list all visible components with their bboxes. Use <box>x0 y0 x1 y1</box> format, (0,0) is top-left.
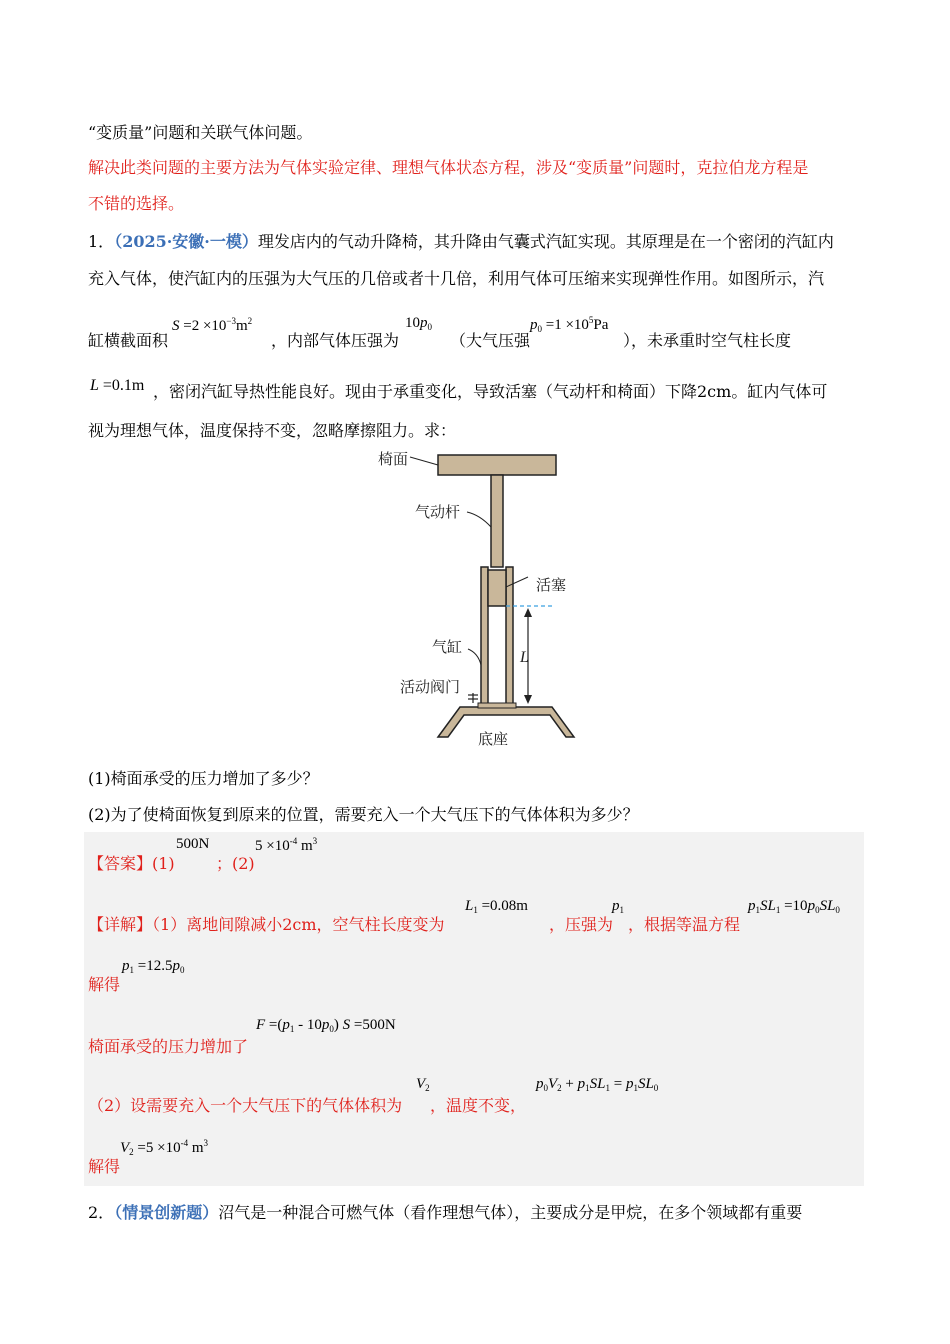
intro-text: “变质量”问题和关联气体问题。 <box>88 123 313 142</box>
detail-line1 <box>88 912 445 935</box>
formula-force: $F =(p_1 - 10p_0)$ S =500N <box>256 1017 396 1034</box>
solve-label-2: 解得 <box>88 1157 121 1176</box>
formula-length: L =0.1m <box>90 377 145 394</box>
formula-V2-result: $V_2 =5 \times 10^{-4}$ $m^3$ <box>120 1138 209 1157</box>
arrow-head-down <box>524 695 532 704</box>
formula-L1: $L_1 =0.08m$ <box>465 898 528 915</box>
label-base: 底座 <box>478 730 509 748</box>
text-segment: ，根据等温方程 <box>628 915 741 934</box>
formula-p1-result: $p_1 =12.5p_0$ <box>122 958 185 975</box>
question-text: 沼气是一种混合可燃气体（看作理想气体），主要成分是甲烷，在多个领域都有重要 <box>218 1203 803 1222</box>
answer-1-value: 500N <box>176 836 210 852</box>
method-note-line2: 不错的选择。 <box>88 194 185 213</box>
detail-line2: （2）设需要充入一个大气压下的气体体积为 <box>88 1096 403 1115</box>
question-2-line1 <box>88 1200 802 1223</box>
arrow-head-up <box>524 608 532 617</box>
question-1-line5: 视为理想气体，温度保持不变，忽略摩擦阻力。求： <box>88 421 457 440</box>
answer-panel <box>84 832 864 1186</box>
text-segment: ，压强为 <box>549 915 614 934</box>
sub-question-2: (2)为了使椅面恢复到原来的位置，需要充入一个大气压下的气体体积为多少？ <box>88 805 639 824</box>
formula-V2: $V_2$ <box>416 1076 430 1093</box>
question-1-line1 <box>88 229 834 252</box>
seat-diagram <box>370 445 610 750</box>
question-1-line2: 充入气体，使汽缸内的压强为大气压的几倍或者十几倍，利用气体可压缩来实现弹性作用。如图所示，汽 <box>88 269 825 288</box>
question-source: （2025·安徽·一模） <box>114 232 258 251</box>
formula-mass-balance: $p_0V_2 + p_1SL_1 = p_1SL_0$ <box>536 1076 659 1093</box>
label-valve: 活动阀门 <box>400 678 461 696</box>
text-segment: （1）离地间隙减小2cm，空气柱长度变为 <box>152 915 445 934</box>
formula-inner-pressure: $10p_0$ <box>405 315 432 332</box>
solve-label-1: 解得 <box>88 975 121 994</box>
formula-p1: $p_1$ <box>612 898 624 915</box>
question-number: 1． <box>88 232 115 251</box>
cylinder-bottom <box>478 703 516 708</box>
formula-area: $S =2 \times 10^{-3}m^2$ <box>172 316 253 334</box>
label-cylinder: 气缸 <box>432 638 463 656</box>
formula-isothermal: $p_1SL_1 =10p_0SL_0$ <box>748 898 840 915</box>
question-text: 理发店内的气动升降椅，其升降由气囊式汽缸实现。其原理是在一个密闭的汽缸内 <box>257 232 834 251</box>
label-seat: 椅面 <box>378 450 409 468</box>
rod-leader <box>467 512 491 527</box>
answer-2-value: $5 \times 10^{-4}$ $m^3$ <box>255 836 318 854</box>
question-source: （情景创新题） <box>114 1203 219 1222</box>
question-number: 2． <box>88 1203 115 1222</box>
label-piston: 活塞 <box>536 576 567 594</box>
force-text: 椅面承受的压力增加了 <box>88 1037 249 1056</box>
text-segment: ），未承重时空气柱长度 <box>623 331 792 350</box>
formula-atm-pressure: $p_0 =1 \times 10^5Pa$ <box>530 315 609 334</box>
piston-shape <box>488 570 506 606</box>
text-segment: 缸横截面积 <box>88 331 169 350</box>
text-segment: ，内部气体压强为 <box>271 331 400 350</box>
question-1-line4: ，密闭汽缸导热性能良好。现由于承重变化，导致活塞（气动杆和椅面）下降2cm。缸内气体可 <box>153 382 828 401</box>
method-note-line1: 解决此类问题的主要方法为气体实验定律、理想气体状态方程，涉及“变质量”问题时，克拉伯龙方程是 <box>88 158 809 177</box>
cylinder-right-wall <box>506 567 513 704</box>
question-1-line3 <box>88 328 168 351</box>
sub-question-1: (1)椅面承受的压力增加了多少？ <box>88 769 319 788</box>
label-L: L <box>520 649 529 666</box>
rod-shape <box>491 475 503 567</box>
text-segment: （大气压强 <box>450 331 531 350</box>
label-rod: 气动杆 <box>415 503 461 521</box>
cylinder-leader <box>468 649 481 665</box>
cylinder-left-wall <box>481 567 488 704</box>
text-segment: ，温度不变， <box>430 1096 527 1115</box>
seat-shape <box>438 455 556 475</box>
answer-label: 【答案】(1) <box>88 854 175 873</box>
seat-leader <box>410 457 438 465</box>
detail-label: 【详解】 <box>88 915 153 934</box>
answer-separator: ；(2) <box>216 854 255 873</box>
